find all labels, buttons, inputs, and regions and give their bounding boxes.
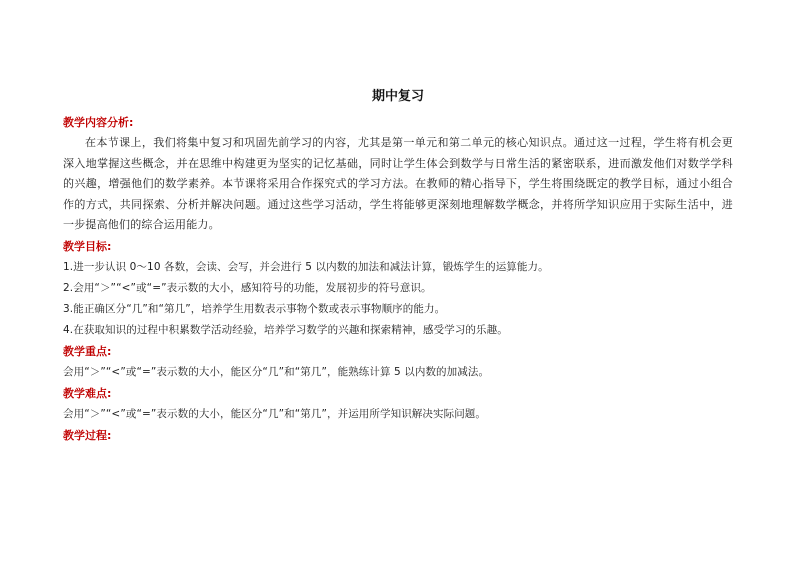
document-page (63, 88, 733, 446)
key-points-body: 会用“＞”“<”或“=”表示数的大小，能区分“几”和“第几”，能熟练计算 5 以内数的加减法。 (63, 365, 490, 378)
difficulties-body: 会用“＞”“<”或“=”表示数的大小，能区分“几”和“第几”，并运用所学知识解决实际问题。 (63, 407, 486, 420)
goal-item-1: 1.进一步认识 0～10 各数，会读、会写，并会进行 5 以内数的加法和减法计算，锻炼学生的运算能力。 (63, 260, 549, 273)
analysis-body: 在本节课上，我们将集中复习和巩固先前学习的内容，尤其是第一单元和第二单元的核心知识点。通过这一过程，学生将有机会更深入地掌握这些概念，并在思维中构建更为坚实的记忆基础，同时让学生体会到数学与日常生活的紧密联系，进而激发他们对数学学科的兴趣，增强他们的数学素养。本节课将采用合作探究式的学习方法。在教师的精心指导下，学生将围绕既定的教学目标，通过小组合作的方式，共同探索、分析并解决问题。通过这些学习活动，学生将能够更深刻地理解数学概念，并将所学知识应用于实际生活中，进一步提高他们的综合运用能力。 (63, 136, 733, 231)
difficulties-heading: 教学难点: (63, 386, 112, 400)
analysis-heading: 教学内容分析: (63, 116, 134, 129)
document-title: 期中复习 (371, 89, 424, 104)
goal-item-4: 4.在获取知识的过程中积累数学活动经验，培养学习数学的兴趣和探索精神，感受学习的乐趣。 (63, 323, 508, 336)
goals-heading: 教学目标: (63, 239, 112, 253)
goal-item-3: 3.能正确区分“几”和“第几”，培养学生用数表示事物个数或表示事物顺序的能力。 (63, 302, 446, 315)
process-heading: 教学过程: (63, 428, 112, 442)
goal-item-2: 2.会用“＞”“<”或“=”表示数的大小，感知符号的功能，发展初步的符号意识。 (63, 281, 432, 294)
key-points-heading: 教学重点: (63, 344, 112, 358)
